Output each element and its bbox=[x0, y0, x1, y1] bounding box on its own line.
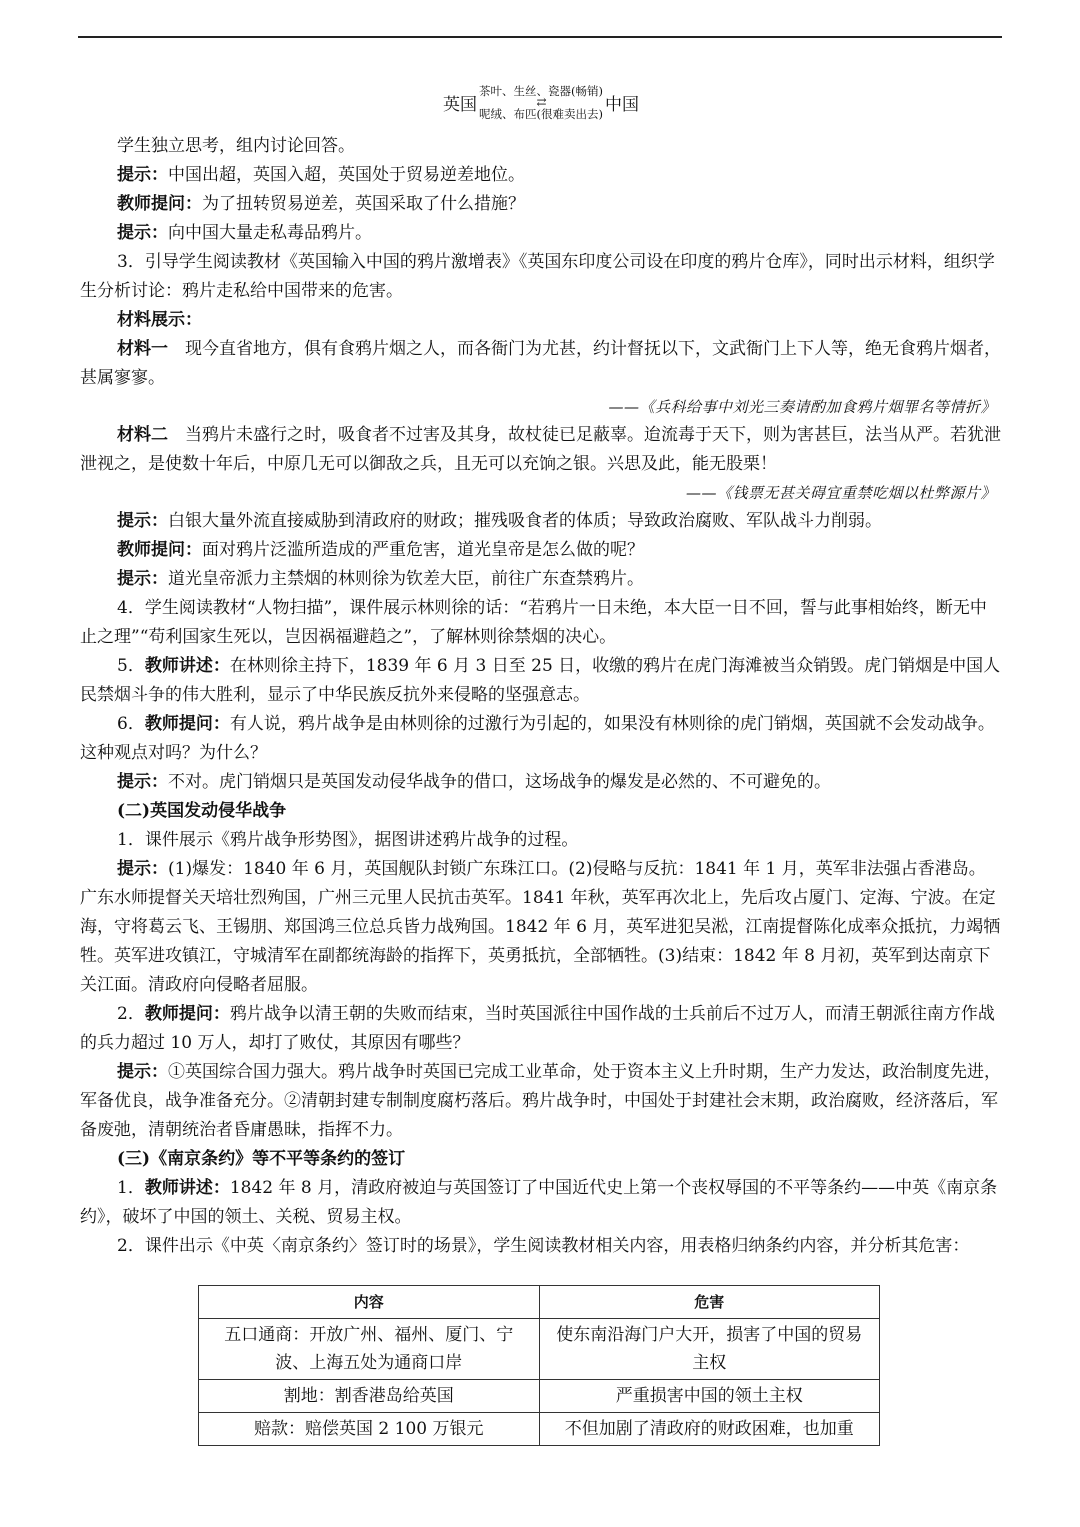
paragraph bbox=[80, 190, 1002, 219]
paragraph bbox=[80, 161, 1002, 190]
paragraph bbox=[80, 710, 1002, 768]
teacher-narration-label: 教师讲述： bbox=[144, 656, 230, 676]
teacher-question-label: 教师提问： bbox=[144, 714, 230, 734]
table-cell: 割地：割香港岛给英国 bbox=[199, 1380, 540, 1413]
paragraph: 2．课件出示《中英〈南京条约〉签订时的场景》，学生阅读教材相关内容，用表格归纳条约内容，并分析其危害： bbox=[117, 1236, 970, 1256]
paragraph bbox=[80, 507, 1002, 536]
paragraph-text: 面对鸦片泛滥所造成的严重危害，道光皇帝是怎么做的呢？ bbox=[202, 540, 644, 560]
paragraph-text: (1)爆发：1840 年 6 月，英国舰队封锁广东珠江口。(2)侵略与反抗：1841 年 1 月，英军非法强占香港岛。广东水师提督关天培壮烈殉国，广州三元里人民抗击英军。1841 年秋，英军再次北上，先后攻占厦门、定海、宁波。在定海，守将葛云飞、王锡朋、郑国鸿三位总兵皆力战殉国。1842 年 6 月，英军进犯吴淞，江南提督陈化成率众抵抗，力竭牺牲。英军进攻镇江，守城清军在副都统海龄的指挥下，英勇抵抗，全部牺牲。(3)结束：1842 年 8 月初，英军到达南京下关江面。清政府向侵略者屈服。 bbox=[80, 859, 1001, 995]
paragraph bbox=[80, 1058, 1002, 1145]
teacher-question-label: 教师提问： bbox=[117, 194, 202, 214]
table-cell: 赔款：赔偿英国 2 100 万银元 bbox=[199, 1413, 540, 1446]
paragraph: 学生独立思考，组内讨论回答。 bbox=[117, 136, 355, 156]
item-number: 6． bbox=[117, 714, 145, 734]
material-source: ——《钱票无甚关碍宜重禁吃烟以杜弊源片》 bbox=[685, 484, 996, 502]
material-label: 材料二 bbox=[117, 425, 168, 445]
teacher-question-label: 教师提问： bbox=[144, 1004, 230, 1024]
hint-label: 提示： bbox=[117, 511, 168, 531]
header-rule bbox=[78, 36, 1002, 38]
paragraph-text: 鸦片战争以清王朝的失败而结束，当时英国派往中国作战的士兵前后不过万人，而清王朝派往南方作战的兵力超过 10 万人，却打了败仗，其原因有哪些？ bbox=[80, 1004, 995, 1053]
section-heading: (三)《南京条约》等不平等条约的签订 bbox=[117, 1149, 406, 1169]
paragraph bbox=[80, 1000, 1002, 1058]
paragraph bbox=[80, 768, 1002, 797]
paragraph-text: 道光皇帝派力主禁烟的林则徐为钦差大臣，前往广东查禁鸦片。 bbox=[168, 569, 644, 589]
material-heading: 材料展示： bbox=[117, 310, 202, 330]
paragraph-text: 当鸦片未盛行之时，吸食者不过害及其身，故杖徒已足蔽辜。迨流毒于天下，则为害甚巨，法当从严。若犹泄泄视之，是使数十年后，中原几无可以御敌之兵，且无可以充饷之银。兴思及此，能无股栗！ bbox=[80, 425, 1001, 474]
paragraph-text: 中国出超，英国入超，英国处于贸易逆差地位。 bbox=[168, 165, 525, 185]
hint-label: 提示： bbox=[117, 569, 168, 589]
material-one bbox=[80, 335, 1002, 393]
item-number: 2． bbox=[117, 1004, 145, 1024]
paragraph-text: 现今直省地方，俱有食鸦片烟之人，而各衙门为尤甚，约计督抚以下，文武衙门上下人等，绝无食鸦片烟者，甚属寥寥。 bbox=[80, 339, 1001, 388]
paragraph-text: 1842 年 8 月，清政府被迫与英国签订了中国近代史上第一个丧权辱国的不平等条约——中英《南京条约》，破坏了中国的领土、关税、贸易主权。 bbox=[80, 1178, 998, 1227]
material-label: 材料一 bbox=[117, 339, 168, 359]
table-header-row bbox=[199, 1286, 880, 1319]
item-number: 1． bbox=[117, 1178, 145, 1198]
paragraph bbox=[80, 1174, 1002, 1232]
table-cell: 严重损害中国的领土主权 bbox=[539, 1380, 880, 1413]
paragraph bbox=[80, 652, 1002, 710]
table-row bbox=[199, 1413, 880, 1446]
paragraph-text: 为了扭转贸易逆差，英国采取了什么措施？ bbox=[202, 194, 525, 214]
paragraph bbox=[80, 855, 1002, 1000]
paragraph: 3．引导学生阅读教材《英国输入中国的鸦片激增表》《英国东印度公司设在印度的鸦片仓库》，同时出示材料，组织学生分析讨论：鸦片走私给中国带来的危害。 bbox=[80, 252, 995, 301]
diagram-top-label: 茶叶、生丝、瓷器(畅销) bbox=[479, 84, 603, 98]
paragraph bbox=[80, 219, 1002, 248]
table-cell: 五口通商：开放广州、福州、厦门、宁波、上海五处为通商口岸 bbox=[199, 1319, 540, 1380]
table-header-content: 内容 bbox=[199, 1286, 540, 1319]
hint-label: 提示： bbox=[117, 223, 168, 243]
trade-diagram bbox=[80, 84, 1002, 130]
diagram-left-country: 英国 bbox=[443, 95, 477, 115]
paragraph-text: 白银大量外流直接威胁到清政府的财政；摧残吸食者的体质；导致政治腐败、军队战斗力削弱。 bbox=[168, 511, 882, 531]
hint-label: 提示： bbox=[117, 1062, 168, 1082]
hint-label: 提示： bbox=[117, 772, 168, 792]
document-body bbox=[80, 84, 1002, 1446]
item-number: 5． bbox=[117, 656, 145, 676]
paragraph: 4．学生阅读教材“人物扫描”，课件展示林则徐的话：“若鸦片一日未绝，本大臣一日不回，誓与此事相始终，断无中止之理”“苟利国家生死以，岂因祸福避趋之”，了解林则徐禁烟的决心。 bbox=[80, 598, 987, 647]
paragraph-text: 有人说，鸦片战争是由林则徐的过激行为引起的，如果没有林则徐的虎门销烟，英国就不会发动战争。这种观点对吗？为什么？ bbox=[80, 714, 995, 763]
paragraph bbox=[80, 536, 1002, 565]
table-row bbox=[199, 1380, 880, 1413]
hint-label: 提示： bbox=[117, 165, 168, 185]
table-header-harm: 危害 bbox=[539, 1286, 880, 1319]
table-row bbox=[199, 1319, 880, 1380]
material-two bbox=[80, 421, 1002, 479]
paragraph-text: ①英国综合国力强大。鸦片战争时英国已完成工业革命，处于资本主义上升时期，生产力发达，政治制度先进，军备优良，战争准备充分。②清朝封建专制制度腐朽落后。鸦片战争时，中国处于封建社会末期，政治腐败，经济落后，军备废弛，清朝统治者昏庸愚昧，指挥不力。 bbox=[80, 1062, 1001, 1140]
table-cell: 不但加剧了清政府的财政困难，也加重 bbox=[539, 1413, 880, 1446]
exchange-arrows-icon: ⇄ bbox=[536, 95, 546, 109]
section-heading: (二)英国发动侵华战争 bbox=[117, 801, 287, 821]
paragraph-text: 在林则徐主持下，1839 年 6 月 3 日至 25 日，收缴的鸦片在虎门海滩被当众销毁。虎门销烟是中国人民禁烟斗争的伟大胜利，显示了中华民族反抗外来侵略的坚强意志。 bbox=[80, 656, 1001, 705]
treaty-table bbox=[198, 1285, 880, 1446]
hint-label: 提示： bbox=[117, 859, 168, 879]
paragraph: 1．课件展示《鸦片战争形势图》，据图讲述鸦片战争的过程。 bbox=[117, 830, 579, 850]
paragraph-text: 不对。虎门销烟只是英国发动侵华战争的借口，这场战争的爆发是必然的、不可避免的。 bbox=[168, 772, 831, 792]
diagram-right-country: 中国 bbox=[604, 95, 639, 115]
paragraph-text: 向中国大量走私毒品鸦片。 bbox=[168, 223, 372, 243]
paragraph bbox=[80, 565, 1002, 594]
material-source: ——《兵科给事中刘光三奏请酌加食鸦片烟罪名等情折》 bbox=[608, 398, 996, 416]
diagram-bottom-label: 呢绒、布匹(很难卖出去) bbox=[479, 107, 603, 121]
table-cell: 使东南沿海门户大开，损害了中国的贸易主权 bbox=[539, 1319, 880, 1380]
teacher-narration-label: 教师讲述： bbox=[144, 1178, 230, 1198]
teacher-question-label: 教师提问： bbox=[117, 540, 202, 560]
